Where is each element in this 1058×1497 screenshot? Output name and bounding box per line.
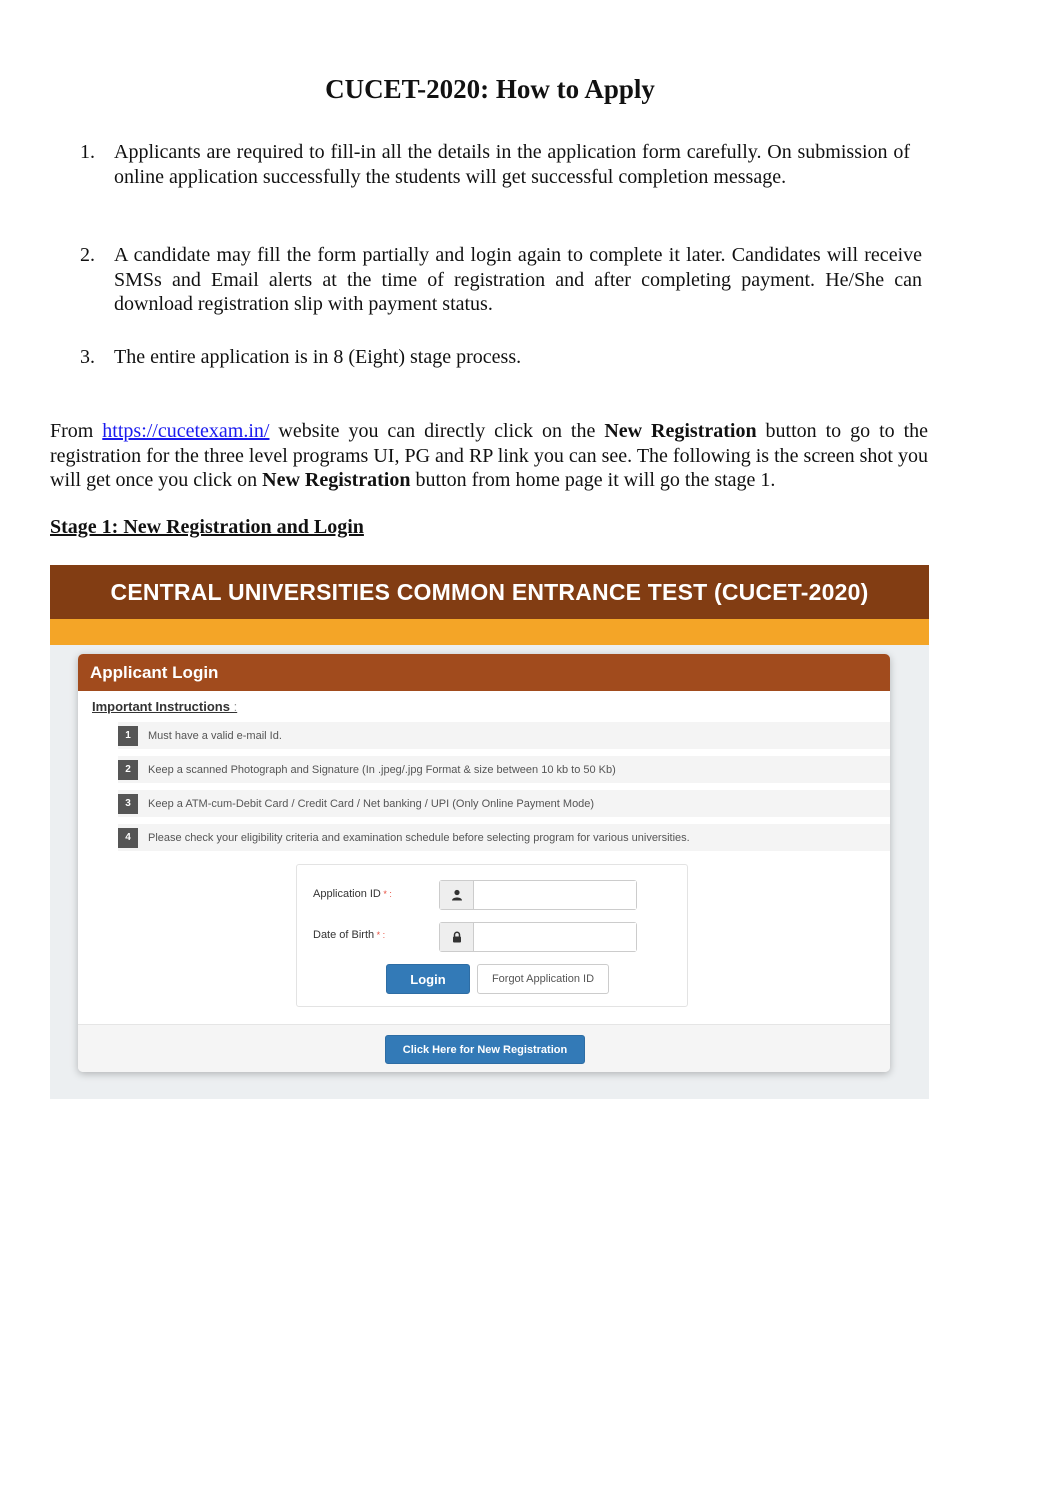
step-number: 2.	[80, 244, 95, 266]
header-stripe	[50, 619, 929, 645]
instructions-colon: :	[229, 699, 238, 714]
intro-text: From	[50, 420, 103, 442]
step-item-1	[80, 140, 910, 189]
login-button[interactable]: Login	[386, 964, 470, 994]
instructions-title	[92, 699, 237, 714]
instruction-row	[118, 756, 890, 783]
step-item-3	[80, 345, 922, 370]
login-form	[296, 864, 688, 1007]
instruction-row	[118, 722, 890, 749]
application-id-group	[439, 880, 637, 910]
step-text: The entire application is in 8 (Eight) stage process.	[114, 346, 522, 368]
date-of-birth-label-text: Date of Birth	[313, 929, 375, 941]
instruction-number: 2	[118, 760, 138, 780]
document-title: CUCET-2020: How to Apply	[325, 74, 655, 104]
instruction-text: Must have a valid e-mail Id.	[148, 729, 282, 742]
cucet-website-link[interactable]: https://cucetexam.in/	[102, 420, 270, 442]
application-id-label	[313, 888, 392, 900]
stage-heading: Stage 1: New Registration and Login	[50, 516, 364, 538]
application-id-input[interactable]	[474, 881, 636, 909]
forgot-application-id-button[interactable]: Forgot Application ID	[477, 964, 609, 994]
step-number: 3.	[80, 346, 95, 368]
instruction-row	[118, 790, 890, 817]
intro-paragraph	[50, 419, 928, 493]
date-of-birth-label	[313, 929, 385, 941]
intro-text: button from home page it will go the stage 1.	[410, 469, 776, 491]
new-registration-emphasis: New Registration	[604, 420, 757, 442]
step-text: A candidate may fill the form partially and login again to complete it later. Candidates will receive SMSs and Email alerts at the time of registration and after completing payment. He/She can download registration slip with payment status.	[114, 244, 922, 315]
instruction-text: Keep a ATM-cum-Debit Card / Credit Card / Net banking / UPI (Only Online Payment Mode)	[148, 797, 595, 810]
intro-text: button to go to the registration for the three level programs UI, PG and RP link you can see. The following is the screen shot you will get once you click on	[50, 420, 929, 491]
instruction-number: 1	[118, 726, 138, 746]
login-screenshot	[50, 565, 929, 1099]
portal-header: CENTRAL UNIVERSITIES COMMON ENTRANCE TEST (CUCET-2020)	[50, 565, 929, 619]
new-registration-emphasis: New Registration	[262, 469, 411, 491]
new-registration-button[interactable]: Click Here for New Registration	[385, 1035, 585, 1064]
required-mark: * :	[380, 889, 392, 899]
applicant-login-panel	[78, 654, 890, 1072]
application-id-label-text: Application ID	[313, 888, 381, 900]
date-of-birth-input[interactable]	[474, 923, 636, 951]
panel-footer	[78, 1024, 890, 1072]
user-icon	[440, 881, 474, 909]
required-mark: * :	[374, 930, 386, 940]
step-number: 1.	[80, 141, 95, 163]
instruction-text: Please check your eligibility criteria and examination schedule before selecting program for various universities.	[148, 831, 690, 844]
step-text: Applicants are required to fill-in all the details in the application form carefully. On submission of online application successfully the students will get successful completion message.	[114, 141, 910, 188]
panel-title: Applicant Login	[78, 654, 890, 691]
date-of-birth-group	[439, 922, 637, 952]
instruction-number: 4	[118, 828, 138, 848]
step-item-2	[80, 243, 922, 317]
instructions-title-text: Important Instructions	[92, 699, 230, 714]
instruction-number: 3	[118, 794, 138, 814]
intro-text: website you can directly click on the	[269, 420, 605, 442]
lock-icon	[440, 923, 474, 951]
instruction-text: Keep a scanned Photograph and Signature (In .jpeg/.jpg Format & size between 10 kb to 50 Kb)	[148, 763, 616, 776]
instruction-row	[118, 824, 890, 851]
